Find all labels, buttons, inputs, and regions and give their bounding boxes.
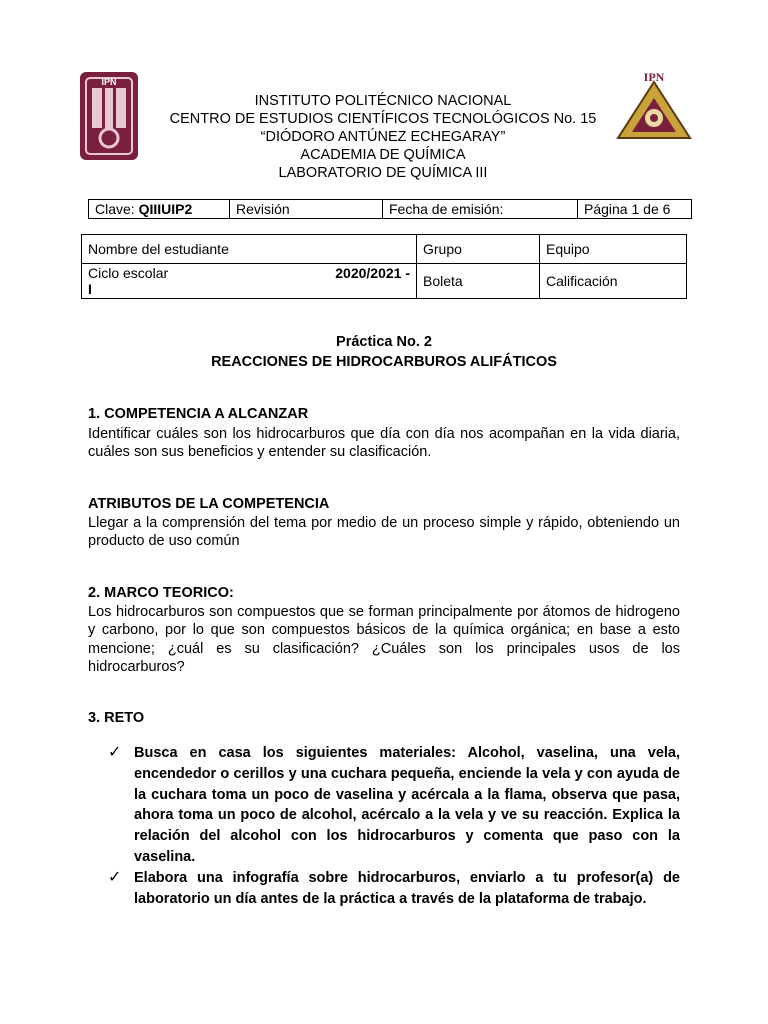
section-2-text: Los hidrocarburos son compuestos que se forman principalmente por átomos de hidrogeno y carbono, por lo que son compuestos básicos de la química orgánica; en base a esto mencione; ¿cuál es su clasificación? ¿Cuáles son los principales usos de los hidrocarburos?	[88, 604, 680, 675]
ciclo-value: 2020/2021 -	[335, 265, 410, 281]
header-line-2: CENTRO DE ESTUDIOS CIENTÍFICOS TECNOLÓGICOS No. 15	[169, 111, 597, 127]
list-item	[108, 868, 680, 910]
attributes-text: Llegar a la comprensión del tema por medio de un proceso simple y rápido, obteniendo un producto de uso común	[88, 515, 680, 550]
checkmark-icon: ✓	[108, 744, 122, 761]
ciclo-value-suffix: I	[88, 281, 92, 297]
reto-item-2: Elabora una infografía sobre hidrocarburos, enviarlo a tu profesor(a) de laboratorio un día antes de la práctica a través de la plataforma de trabajo.	[134, 869, 680, 907]
attributes-heading: ATRIBUTOS DE LA COMPETENCIA	[88, 496, 330, 512]
cecyt-logo	[614, 70, 694, 142]
header-line-1: INSTITUTO POLITÉCNICO NACIONAL	[254, 93, 512, 109]
table-row	[89, 200, 692, 219]
table-row	[82, 264, 687, 299]
revision-cell: Revisión	[230, 200, 383, 219]
section-1-text: Identificar cuáles son los hidrocarburos que día con día nos acompañan en la vida diaria, cuáles son sus beneficios y entender su clasificación.	[88, 426, 680, 461]
ciclo-label: Ciclo escolar	[88, 265, 169, 281]
institution-header	[150, 92, 616, 182]
section-3-heading: 3. RETO	[88, 710, 145, 726]
header-line-3: “DIÓDORO ANTÚNEZ ECHEGARAY”	[260, 129, 506, 145]
practice-number: Práctica No. 2	[336, 334, 432, 350]
ciclo-cell	[82, 264, 417, 299]
document-info-table	[88, 199, 692, 219]
header-line-5: LABORATORIO DE QUÍMICA III	[278, 165, 488, 181]
table-row	[82, 235, 687, 264]
header-line-4: ACADEMIA DE QUÍMICA	[300, 147, 466, 163]
nombre-cell: Nombre del estudiante	[82, 235, 417, 264]
reto-item-1: Busca en casa los siguientes materiales: Alcohol, vaselina, una vela, encendedor o cerillos y una cuchara pequeña, enciende la vela y con ayuda de la cuchara toma un poco de vaselina y acércala a la flama, observa que pasa, ahora toma un poco de alcohol, acércalo a la vela y ve su reacción. Explica la relación del alcohol con los hidrocarburos y comenta que paso con la vaselina.	[134, 745, 680, 865]
boleta-cell: Boleta	[417, 264, 540, 299]
practice-title: REACCIONES DE HIDROCARBUROS ALIFÁTICOS	[211, 354, 557, 370]
list-item	[108, 743, 680, 868]
section-1-heading: 1. COMPETENCIA A ALCANZAR	[88, 406, 309, 422]
svg-text:IPN: IPN	[643, 70, 665, 84]
section-2-heading: 2. MARCO TEORICO:	[88, 585, 234, 601]
reto-list	[108, 743, 680, 909]
grupo-cell: Grupo	[417, 235, 540, 264]
checkmark-icon: ✓	[108, 868, 122, 886]
svg-text:IPN: IPN	[101, 77, 117, 87]
student-info-table	[81, 234, 687, 299]
ipn-logo	[78, 70, 140, 162]
clave-cell	[89, 200, 230, 219]
fecha-cell: Fecha de emisión:	[383, 200, 578, 219]
equipo-cell: Equipo	[540, 235, 687, 264]
clave-value: QIIIUIP2	[138, 201, 193, 217]
calificacion-cell: Calificación	[540, 264, 687, 299]
pagina-cell: Página 1 de 6	[578, 200, 692, 219]
clave-label: Clave:	[95, 201, 139, 217]
